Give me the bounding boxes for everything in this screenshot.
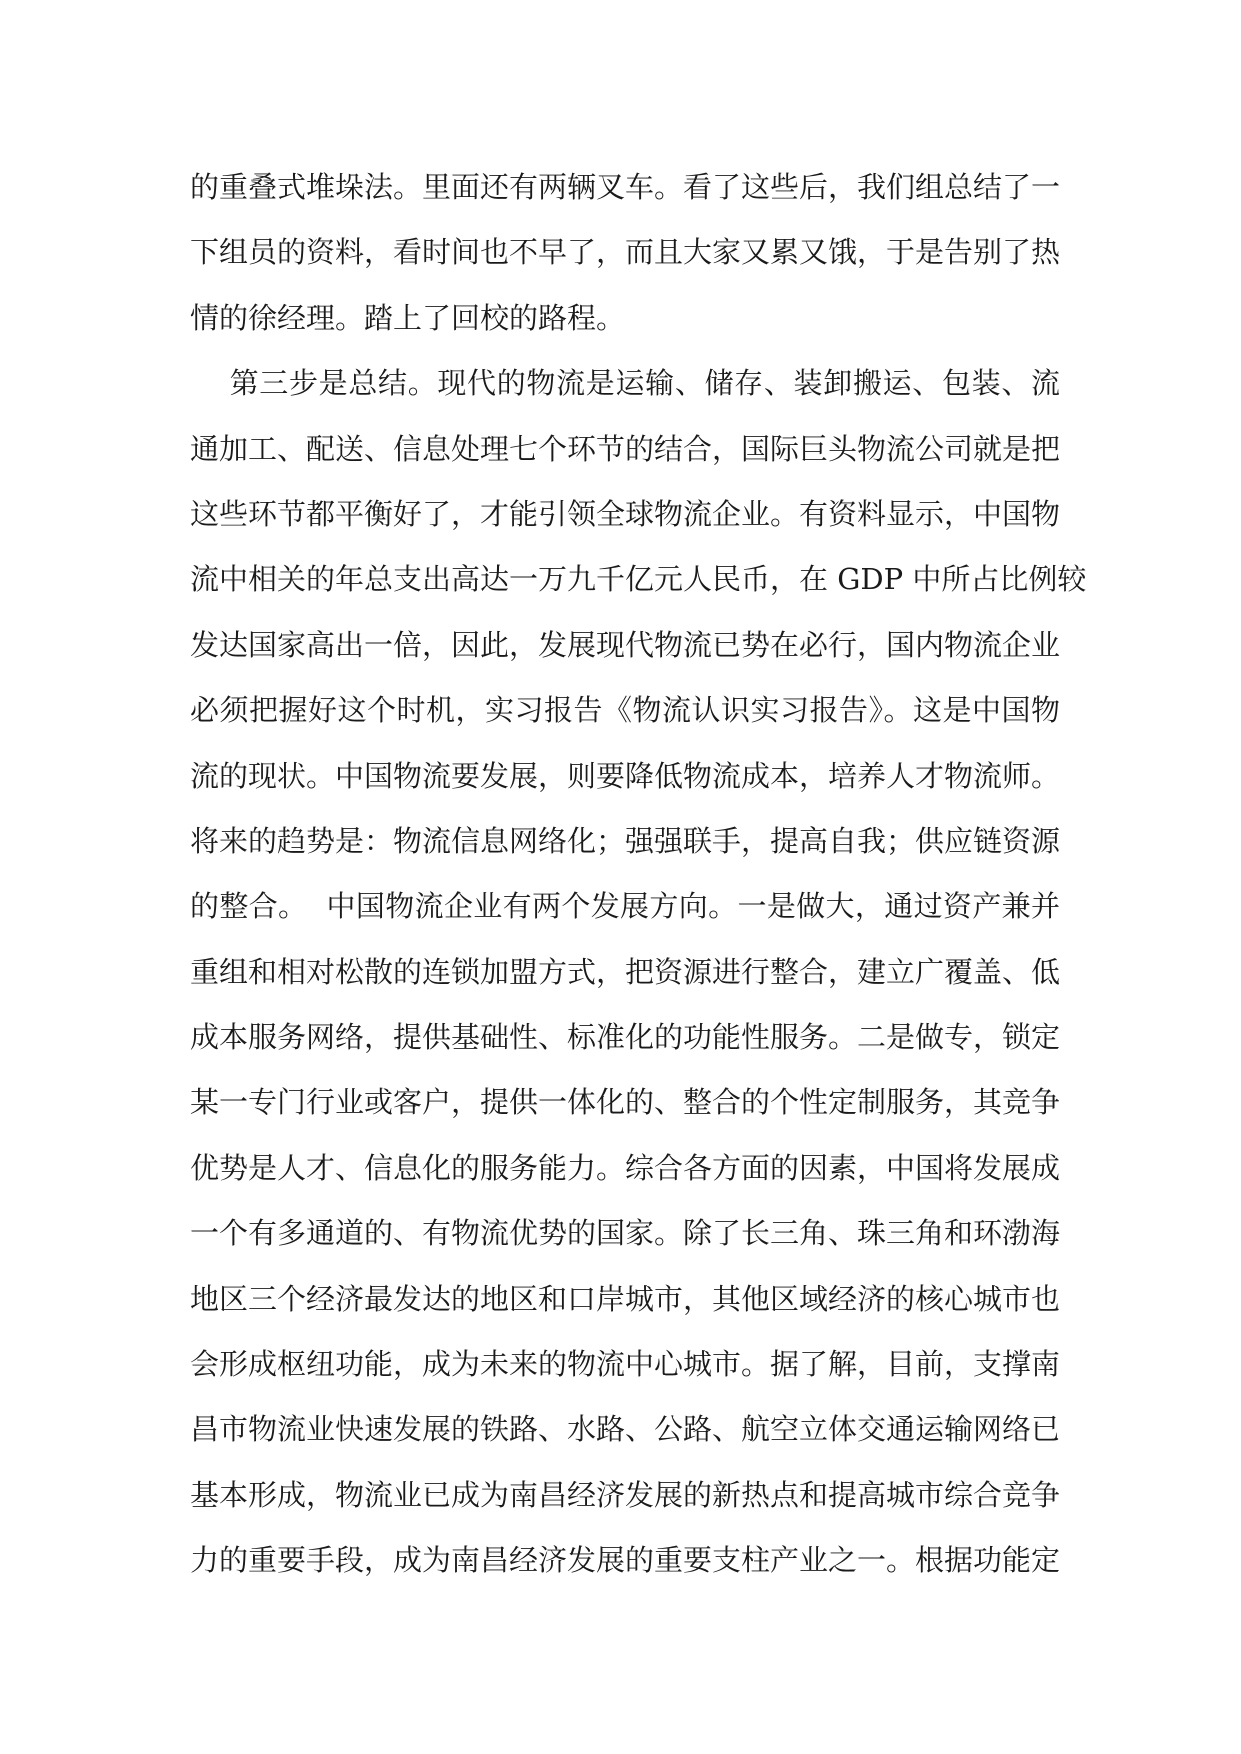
text-line: 下组员的资料，看时间也不早了，而且大家又累又饿，于是告别了热 xyxy=(190,235,1061,270)
text-line: 将来的趋势是：物流信息网络化；强强联手，提高自我；供应链资源 xyxy=(190,823,1061,858)
text-line: 发达国家高出一倍，因此，发展现代物流已势在必行，国内物流企业 xyxy=(190,627,1061,662)
text-line: 流中相关的年总支出高达一万九千亿元人民币，在 GDP 中所占比例较 xyxy=(190,562,1087,597)
text-line: 优势是人才、信息化的服务能力。综合各方面的因素，中国将发展成 xyxy=(190,1150,1061,1185)
text-line: 一个有多通道的、有物流优势的国家。除了长三角、珠三角和环渤海 xyxy=(190,1216,1061,1251)
text-line: 这些环节都平衡好了，才能引领全球物流企业。有资料显示，中国物 xyxy=(190,496,1061,531)
text-line: 必须把握好这个时机，实习报告《物流认识实习报告》。这是中国物 xyxy=(190,693,1060,728)
text-line: 的重叠式堆垛法。里面还有两辆叉车。看了这些后，我们组总结了一 xyxy=(190,170,1061,204)
text-line: 情的徐经理。踏上了回校的路程。 xyxy=(190,300,626,335)
text-line: 重组和相对松散的连锁加盟方式，把资源进行整合，建立广覆盖、低 xyxy=(190,954,1061,989)
text-line: 地区三个经济最发达的地区和口岸城市，其他区域经济的核心城市也 xyxy=(190,1281,1061,1316)
text-line: 第三步是总结。现代的物流是运输、储存、装卸搬运、包装、流 xyxy=(190,366,1060,401)
text-line: 成本服务网络，提供基础性、标准化的功能性服务。二是做专，锁定 xyxy=(190,1020,1061,1055)
text-line: 的整合。 中国物流企业有两个发展方向。一是做大，通过资产兼并 xyxy=(190,889,1060,924)
text-line: 流的现状。中国物流要发展，则要降低物流成本，培养人才物流师。 xyxy=(190,758,1061,793)
text-line: 力的重要手段，成为南昌经济发展的重要支柱产业之一。根据功能定 xyxy=(190,1543,1061,1578)
text-line: 基本形成，物流业已成为南昌经济发展的新热点和提高城市综合竞争 xyxy=(190,1477,1061,1512)
text-line: 昌市物流业快速发展的铁路、水路、公路、航空立体交通运输网络已 xyxy=(190,1412,1061,1447)
text-line: 会形成枢纽功能，成为未来的物流中心城市。据了解，目前，支撑南 xyxy=(190,1347,1061,1382)
body-text xyxy=(190,155,1087,1594)
text-line: 某一专门行业或客户，提供一体化的、整合的个性定制服务，其竞争 xyxy=(190,1085,1061,1120)
text-line: 通加工、配送、信息处理七个环节的结合，国际巨头物流公司就是把 xyxy=(190,431,1061,466)
